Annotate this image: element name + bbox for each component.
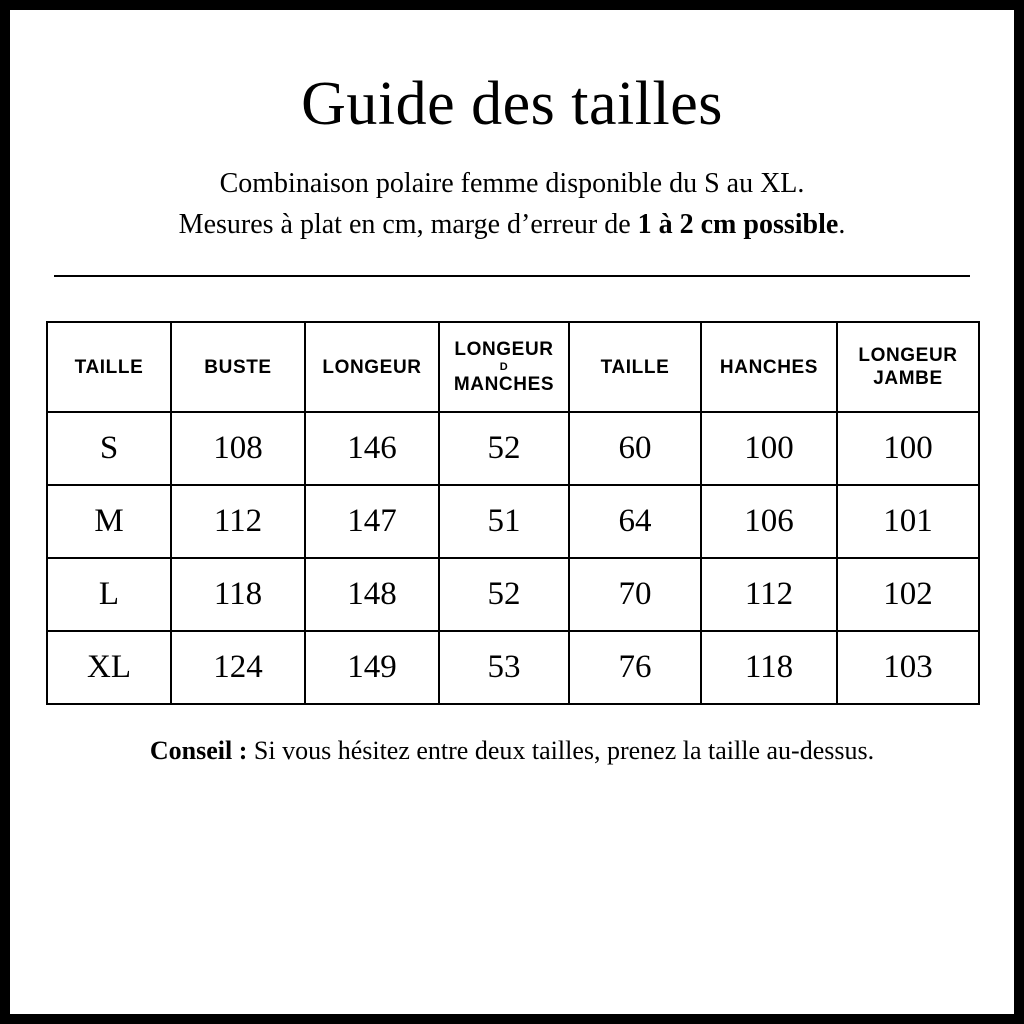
subtitle-line-2-post: . (838, 208, 846, 240)
cell-size: XL (47, 631, 171, 704)
column-header-subline: MANCHES (453, 373, 555, 395)
cell-size: M (47, 485, 171, 558)
size-guide-content (46, 70, 978, 770)
cell-longueur-jambe: 103 (837, 631, 979, 704)
table-row (47, 558, 979, 631)
column-header-subline: JAMBE (873, 368, 943, 390)
cell-longueur: 146 (305, 412, 439, 485)
advice-label: Conseil : (149, 736, 248, 766)
subtitle-line-1: Combinaison polaire femme disponible du S au XL. (219, 168, 805, 200)
column-header-tiny: D (499, 360, 509, 373)
column-header-label: TAILLE (74, 356, 144, 378)
column-header-buste (171, 322, 305, 412)
cell-taille: 64 (569, 485, 701, 558)
horizontal-divider (54, 275, 970, 277)
cell-longueur: 149 (305, 631, 439, 704)
cell-longueur-jambe: 101 (837, 485, 979, 558)
cell-longueur-manches: 52 (439, 412, 569, 485)
subtitle (46, 164, 978, 245)
table-header-row (47, 322, 979, 412)
cell-taille: 70 (569, 558, 701, 631)
cell-taille: 76 (569, 631, 701, 704)
column-header-label: LONGEUR (322, 356, 422, 378)
size-table (46, 321, 980, 705)
size-guide-card (10, 10, 1014, 1014)
cell-longueur: 147 (305, 485, 439, 558)
cell-hanches: 118 (701, 631, 837, 704)
column-header-taille-cm (569, 322, 701, 412)
page-title: Guide des tailles (301, 70, 723, 138)
cell-size: L (47, 558, 171, 631)
cell-buste: 112 (171, 485, 305, 558)
cell-taille: 60 (569, 412, 701, 485)
cell-longueur-manches: 51 (439, 485, 569, 558)
table-row (47, 485, 979, 558)
column-header-label: LONGEUR (858, 344, 958, 366)
cell-hanches: 106 (701, 485, 837, 558)
cell-hanches: 100 (701, 412, 837, 485)
subtitle-line-2 (46, 205, 978, 246)
cell-size: S (47, 412, 171, 485)
subtitle-line-2-emphasis: 1 à 2 cm possible (637, 208, 839, 240)
cell-longueur: 148 (305, 558, 439, 631)
table-row (47, 412, 979, 485)
advice-text: Si vous hésitez entre deux tailles, prenez la taille au-dessus. (247, 736, 875, 766)
advice-note (46, 733, 978, 769)
size-table-head (47, 322, 979, 412)
cell-longueur-manches: 53 (439, 631, 569, 704)
cell-longueur-jambe: 102 (837, 558, 979, 631)
cell-buste: 118 (171, 558, 305, 631)
cell-longueur-manches: 52 (439, 558, 569, 631)
column-header-longueur-manches (439, 322, 569, 412)
column-header-label: BUSTE (204, 356, 272, 378)
column-header-longueur-jambe (837, 322, 979, 412)
subtitle-line-2-pre: Mesures à plat en cm, marge d’erreur de (178, 208, 638, 240)
table-row (47, 631, 979, 704)
column-header-longueur (305, 322, 439, 412)
cell-longueur-jambe: 100 (837, 412, 979, 485)
column-header-label: LONGEUR (454, 339, 554, 361)
column-header-taille-lettre (47, 322, 171, 412)
column-header-label: HANCHES (719, 356, 819, 378)
column-header-label: TAILLE (600, 356, 670, 378)
column-header-hanches (701, 322, 837, 412)
cell-buste: 108 (171, 412, 305, 485)
cell-hanches: 112 (701, 558, 837, 631)
cell-buste: 124 (171, 631, 305, 704)
size-table-body (47, 412, 979, 704)
